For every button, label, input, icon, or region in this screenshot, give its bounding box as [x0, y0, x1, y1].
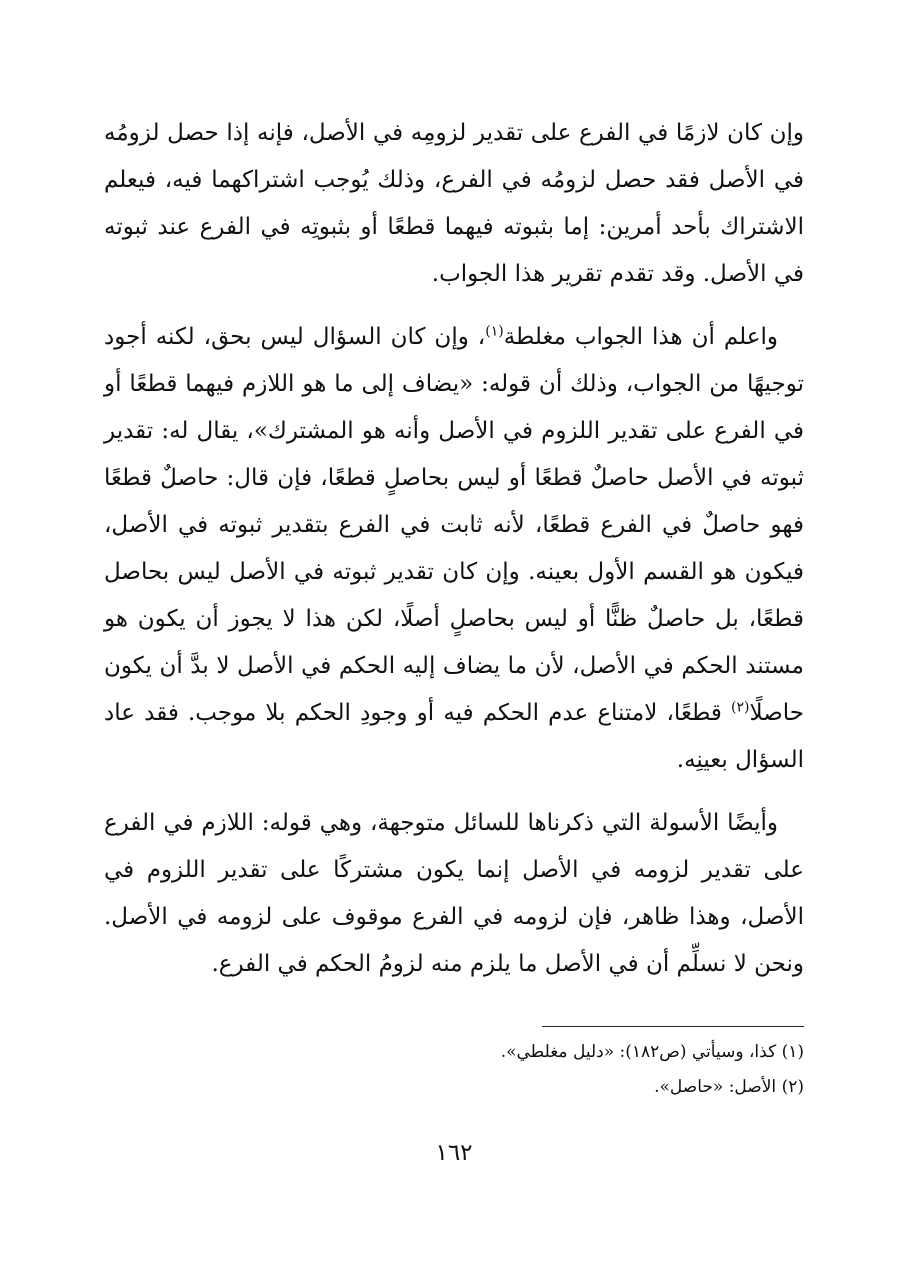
paragraph-3: وأيضًا الأسولة التي ذكرناها للسائل متوجهة، وهي قوله: اللازم في الفرع على تقدير لزومه في الأصل إنما يكون مشتركًا على تقدير اللزوم في الأصل، وهذا ظاهر، فإن لزومه في الفرع موقوف على لزومه في الأصل. ونحن لا نسلِّم أن في الأصل ما يلزم منه لزومُ الحكم في الفرع.: [104, 810, 804, 977]
footnote-text: كذا، وسيأتي (ص١٨٢): «دليل مغلطي».: [500, 1042, 777, 1062]
footnotes-section: [104, 1026, 804, 1105]
book-page: [104, 110, 804, 1171]
footnote-divider: [542, 1026, 804, 1027]
main-text: [104, 110, 804, 988]
page-number: ١٦٢: [435, 1140, 473, 1166]
paragraph-2: [104, 314, 804, 784]
paragraph-1: وإن كان لازمًا في الفرع على تقدير لزومِه في الأصل، فإنه إذا حصل لزومُه في الأصل فقد حصل لزومُه في الفرع، وذلك يُوجب اشتراكهما فيه، فيعلم الاشتراك بأحد أمرين: إما بثبوته فيهما قطعًا أو بثبوتِه في الفرع عند ثبوته في الأصل. وقد تقدم تقرير هذا الجواب.: [104, 120, 804, 287]
footnote-number: (٢): [781, 1077, 804, 1097]
paragraph-2-part-2: ، وإن كان السؤال ليس بحق، لكنه أجود توجيهًا من الجواب، وذلك أن قوله: «يضاف إلى ما هو اللازم فيهما قطعًا أو في الفرع على تقدير اللزوم في الأصل وأنه هو المشترك»، يقال له: تقدير ثبوته في الأصل حاصلٌ قطعًا أو ليس بحاصلٍ قطعًا، فإن قال: حاصلٌ قطعًا فهو حاصلٌ في الفرع قطعًا، لأنه ثابت في الفرع بتقدير ثبوته في الأصل، فيكون هو القسم الأول بعينه. وإن كان تقدير ثبوته في الأصل ليس بحاصل قطعًا، بل حاصلٌ ظنًّا أو ليس بحاصلٍ أصلًا، لكن هذا لا يجوز أن يكون هو مستند الحكم في الأصل، لأن ما يضاف إليه الحكم في الأصل لا بدَّ أن يكون حاصلًا: [104, 324, 804, 726]
footnote-text: الأصل: «حاصل».: [654, 1077, 777, 1097]
footnote-2: [104, 1070, 804, 1105]
footnote-marker-1[interactable]: (١): [485, 323, 504, 340]
paragraph-2-part-1: واعلم أن هذا الجواب مغلطة: [503, 324, 778, 350]
footnote-1: [104, 1035, 804, 1070]
paragraph-2-part-3: قطعًا، لامتناع عدم الحكم فيه أو وجودِ الحكم بلا موجب. فقد عاد السؤال بعينِه.: [104, 700, 804, 773]
footnote-marker-2[interactable]: (٢): [731, 699, 750, 716]
footnote-number: (١): [781, 1042, 804, 1062]
